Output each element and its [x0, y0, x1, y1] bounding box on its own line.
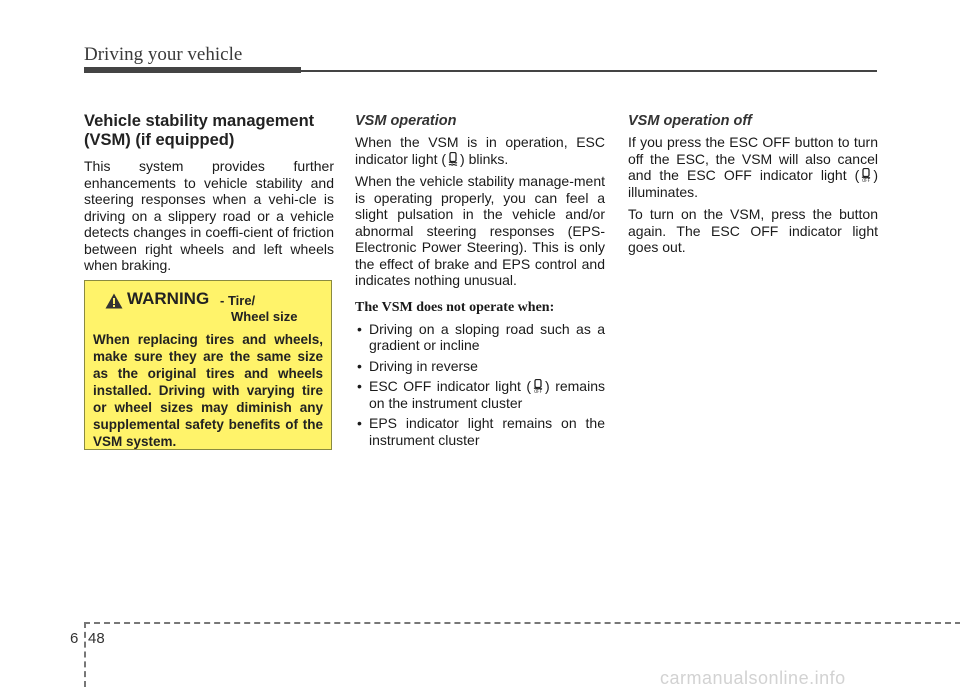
watermark: carmanualsonline.info — [660, 668, 846, 688]
list-item: • Driving on a sloping road such as a gradient or incline — [355, 321, 605, 354]
warning-text: When replacing tires and wheels, make sure they are the same size as the original tires and wheels installed. Driving with varying tire or wheel sizes may diminish any supplemental safety benefits of the VSM system. — [93, 332, 323, 449]
esc-off-indicator-icon — [859, 168, 873, 182]
vsm-operation-paragraph1 — [355, 134, 605, 167]
footer-divider — [84, 622, 960, 624]
warning-subtitle-line1: - Tire/ — [220, 293, 256, 308]
warning-label: WARNING — [127, 289, 210, 308]
warning-box — [84, 280, 332, 450]
column-right — [628, 112, 878, 262]
vsm-off-paragraph1 — [628, 134, 878, 200]
svg-text:OFF: OFF — [862, 177, 871, 182]
warning-triangle-icon — [105, 293, 123, 309]
warning-subtitle-line2: Wheel size — [231, 309, 298, 324]
column-left — [84, 112, 334, 280]
chapter-number: 6 — [70, 630, 79, 647]
list-item — [355, 378, 605, 411]
bullet3-text-b: ) remains on the instrument cluster — [369, 378, 605, 411]
warning-header — [93, 289, 323, 325]
page-number: 48 — [88, 630, 105, 647]
vsm-heading-line1: Vehicle stability management — [84, 112, 315, 130]
list-item: • Driving in reverse — [355, 358, 605, 375]
vsm-off-p1-text-b: ) illuminates. — [628, 167, 878, 200]
esc-indicator-icon — [446, 152, 460, 166]
vsm-off-p1-text-a: If you press the ESC OFF button to turn off the ESC, the VSM will also cancel and the ESC OFF indicator light ( — [628, 134, 878, 183]
vsm-operation-p1-text-b: ) blinks. — [460, 150, 509, 167]
vsm-operation-off-heading: VSM operation off — [628, 113, 752, 129]
column-middle — [355, 112, 605, 452]
vsm-operation-paragraph2: When the vehicle stability manage-ment is operating properly, you can feel a slight pulsation in the vehicle and/or abnormal steering responses (EPS- Electronic Power Steering). This is only the effect of brake and EPS control and indicates nothing unusual. — [355, 173, 605, 288]
list-item: • EPS indicator light remains on the instrument cluster — [355, 415, 605, 448]
vsm-operation-p1-text-a: When the VSM is in operation, ESC indicator light ( — [355, 134, 605, 167]
page-header-title: Driving your vehicle — [84, 44, 243, 65]
vsm-not-operate-list — [355, 321, 605, 449]
header-bar-thick — [84, 67, 301, 73]
footer-vertical-divider — [84, 622, 86, 687]
vsm-off-paragraph2: To turn on the VSM, press the button again. The ESC OFF indicator light goes out. — [628, 206, 878, 255]
vsm-operation-heading: VSM operation — [355, 113, 457, 129]
vsm-section-heading — [84, 112, 334, 150]
vsm-intro-paragraph: This system provides further enhancements to vehicle stability and steering responses when a vehi-cle is driving on a slippery road or a vehicle detects changes in coeffi-cient of friction between right wheels and left wheels when braking. — [84, 158, 334, 273]
vsm-heading-line2: (VSM) (if equipped) — [84, 131, 235, 149]
esc-off-indicator-icon — [531, 379, 545, 393]
svg-text:OFF: OFF — [534, 388, 542, 393]
vsm-not-operate-heading: The VSM does not operate when: — [355, 299, 555, 315]
header-bar-thin — [301, 70, 877, 72]
bullet3-text-a: ESC OFF indicator light ( — [369, 378, 532, 394]
